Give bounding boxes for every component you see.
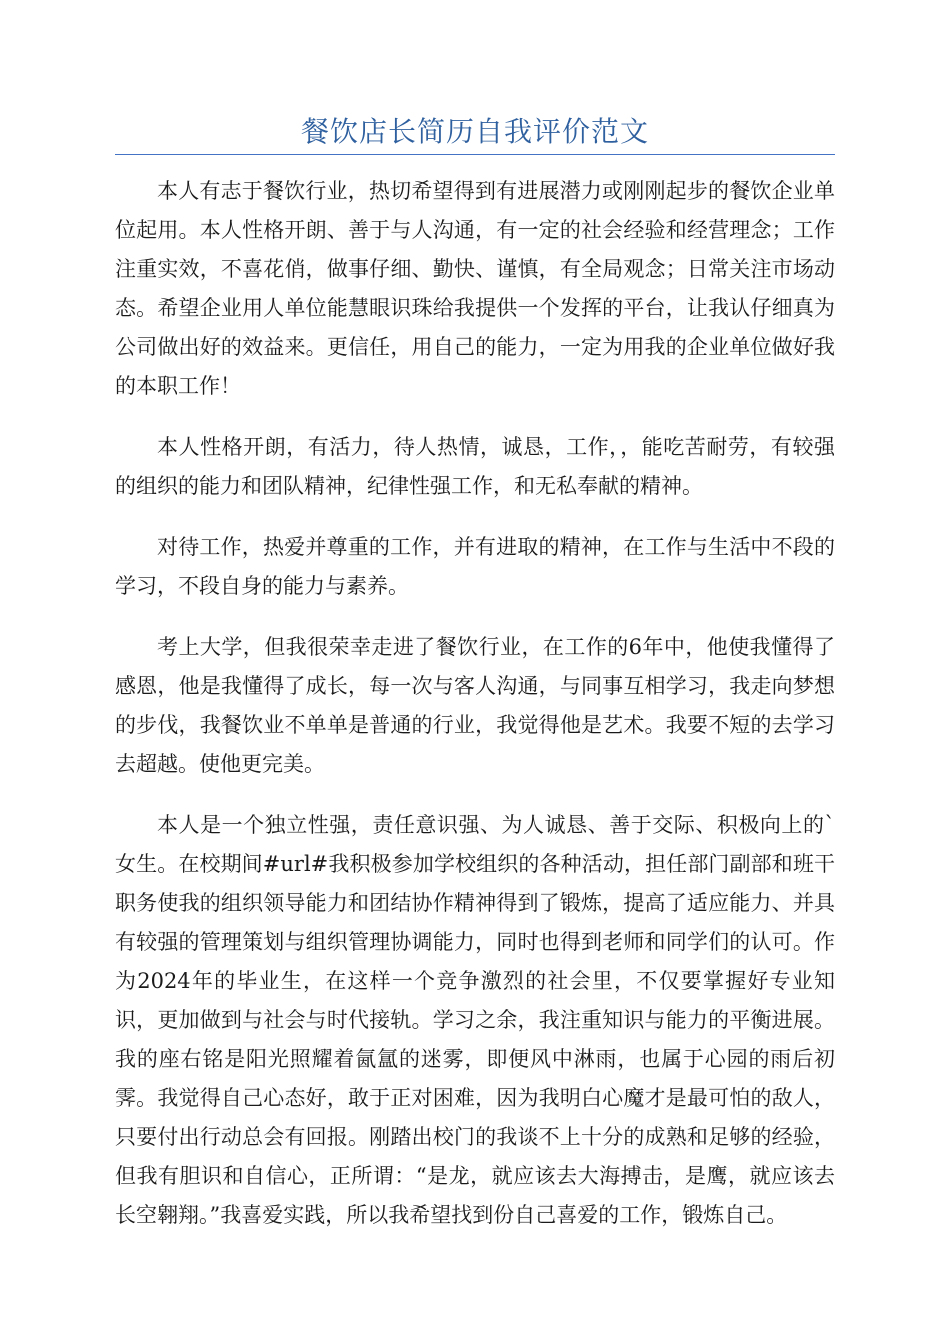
title-underline <box>115 154 835 155</box>
paragraph-5: 本人是一个独立性强，责任意识强、为人诚恳、善于交际、积极向上的`女生。在校期间#url#我积极参加学校组织的各种活动，担任部门副部和班干职务使我的组织领导能力和团结协作精神得到了锻炼，提高了适应能力、并具有较强的管理策划与组织管理协调能力，同时也得到老师和同学们的认可。作为2024年的毕业生，在这样一个竞争激烈的社会里，不仅要掌握好专业知识，更加做到与社会与时代接轨。学习之余，我注重知识与能力的平衡进展。我的座右铭是阳光照耀着氤氲的迷雾，即便风中淋雨，也属于心园的雨后初霁。我觉得自己心态好，敢于正对困难，因为我明白心魔才是最可怕的敌人，只要付出行动总会有回报。刚踏出校门的我谈不上十分的成熟和足够的经验，但我有胆识和自信心，正所谓：“是龙，就应该去大海搏击，是鹰，就应该去长空翱翔。”我喜爱实践，所以我希望找到份自己喜爱的工作，锻炼自己。 <box>115 813 835 1227</box>
document-body <box>115 172 835 1257</box>
paragraph-4: 考上大学，但我很荣幸走进了餐饮行业，在工作的6年中，他使我懂得了感恩，他是我懂得了成长，每一次与客人沟通，与同事互相学习，我走向梦想的步伐，我餐饮业不单单是普通的行业，我觉得他是艺术。我要不短的去学习去超越。使他更完美。 <box>115 635 835 776</box>
paragraph-3: 对待工作，热爱并尊重的工作，并有进取的精神，在工作与生活中不段的学习，不段自身的能力与素养。 <box>115 535 835 598</box>
document-title: 餐饮店长简历自我评价范文 <box>300 115 649 148</box>
paragraph-2: 本人性格开朗，有活力，待人热情，诚恳，工作，，能吃苦耐劳，有较强的组织的能力和团队精神，纪律性强工作，和无私奉献的精神。 <box>115 435 835 498</box>
paragraph-1: 本人有志于餐饮行业，热切希望得到有进展潜力或刚刚起步的餐饮企业单位起用。本人性格开朗、善于与人沟通，有一定的社会经验和经营理念；工作注重实效，不喜花俏，做事仔细、勤快、谨慎，有全局观念；日常关注市场动态。希望企业用人单位能慧眼识珠给我提供一个发挥的平台，让我认仔细真为公司做出好的效益来。更信任，用自己的能力，一定为用我的企业单位做好我的本职工作！ <box>115 179 835 398</box>
